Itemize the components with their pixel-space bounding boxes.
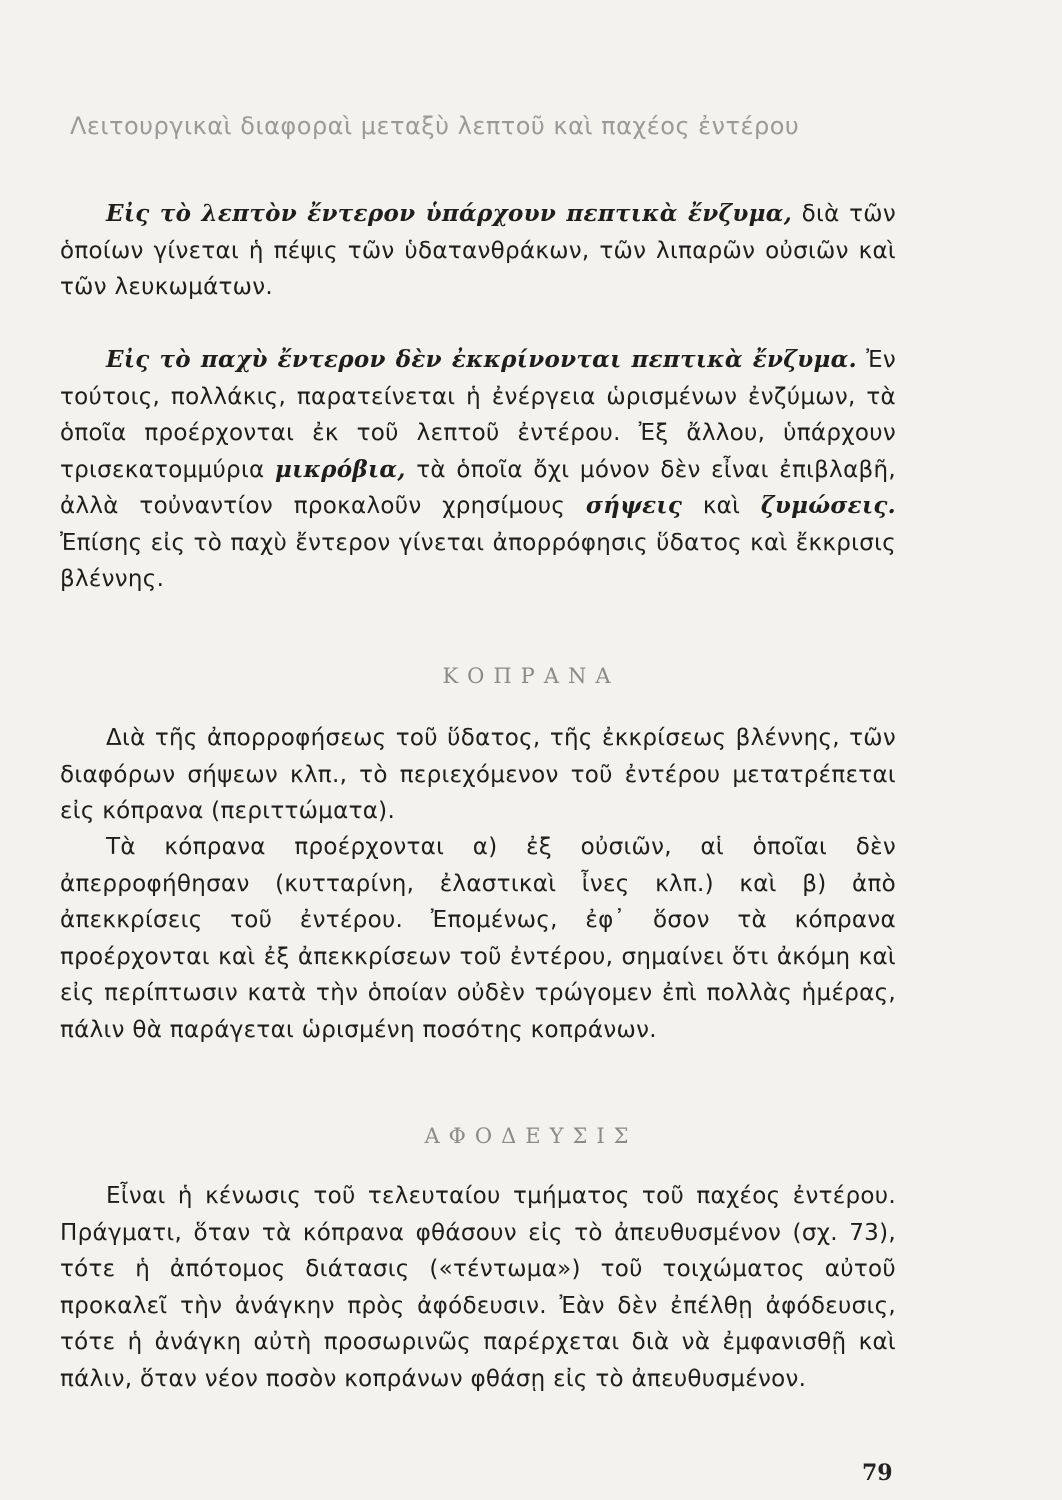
page-header: Λειτουργικαὶ διαφοραὶ μεταξὺ λεπτοῦ καὶ παχέος ἐντέρου <box>70 112 800 140</box>
paragraph-small-intestine <box>60 196 896 306</box>
bold-term-fermentation: ζυμώσεις. <box>760 492 896 519</box>
paragraph-feces-origin <box>60 829 896 1048</box>
page-number: 79 <box>862 1460 893 1486</box>
bold-term-putrefaction: σήψεις <box>585 492 683 519</box>
bold-phrase: Εἰς τὸ λεπτὸν ἔντερον ὑπάρχουν πεπτικὰ ἔνζυμα, <box>106 200 793 227</box>
paragraph-text: καὶ <box>682 493 761 519</box>
paragraph-text: Ἐπίσης εἰς τὸ παχὺ ἔντερον γίνεται ἀπορρόφησις ὕδατος καὶ ἔκκρισις βλέννης. <box>60 529 896 592</box>
paragraph-text: Ἐν τούτοις, πολλάκις, παρατείνεται ἡ ἐνέργεια ὡρισμένων ἐνζύμων, τὰ ὁποῖα προέρχονται ἐκ τοῦ λεπτοῦ ἐντέρου. Ἐξ ἄλλου, ὑπάρχουν τρισεκατομμύρια <box>60 347 896 483</box>
paragraph-large-intestine <box>60 342 896 598</box>
section-heading-feces: ΚΟΠΡΑΝΑ <box>442 664 620 688</box>
paragraph-feces-formation <box>60 720 896 830</box>
paragraph-text: διὰ τῶν ὁποίων γίνεται ἡ πέψις τῶν ὑδατανθράκων, τῶν λιπαρῶν οὐσιῶν καὶ τῶν λευκωμάτων. <box>60 201 897 300</box>
paragraph-text: Εἶναι ἡ κένωσις τοῦ τελευταίου τμήματος τοῦ παχέος ἐντέρου. Πράγματι, ὅταν τὰ κόπρανα φθάσουν εἰς τὸ ἀπευθυσμένον (σχ. 73), τότε ἡ ἀπότομος διάτασις («τέντωμα») τοῦ τοιχώματος αὐτοῦ προκαλεῖ τὴν ἀνάγκην πρὸς ἀφόδευσιν. Ἐὰν δὲν ἐπέλθῃ ἀφόδευσις, τότε ἡ ἀνάγκη αὐτὴ προσωρινῶς παρέρχεται διὰ νὰ ἐμφανισθῇ καὶ πάλιν, ὅταν νέον ποσὸν κοπράνων φθάσῃ εἰς τὸ ἀπευθυσμένον. <box>60 1183 896 1392</box>
paragraph-text: Διὰ τῆς ἀπορροφήσεως τοῦ ὕδατος, τῆς ἐκκρίσεως βλέννης, τῶν διαφόρων σήψεων κλπ., τὸ περιεχόμενον τοῦ ἐντέρου μετατρέπεται εἰς κόπρανα (περιττώματα). <box>60 725 896 824</box>
section-heading-defecation: ΑΦΟΔΕΥΣΙΣ <box>424 1124 638 1148</box>
paragraph-text: τὰ ὁποῖα ὄχι μόνον δὲν εἶναι ἐπιβλαβῆ, ἀλλὰ τοὐναντίον προκαλοῦν χρησίμους <box>60 456 896 519</box>
bold-phrase: Εἰς τὸ παχὺ ἔντερον δὲν ἐκκρίνονται πεπτικὰ ἔνζυμα. <box>106 346 857 373</box>
paragraph-text: Τὰ κόπρανα προέρχονται α) ἐξ οὐσιῶν, αἱ ὁποῖαι δὲν ἀπερροφήθησαν (κυτταρίνη, ἐλαστικαὶ ἶνες κλπ.) καὶ β) ἀπὸ ἀπεκκρίσεις τοῦ ἐντέρου. Ἐπομένως, ἐφ᾽ ὅσον τὰ κόπρανα προέρχονται καὶ ἐξ ἀπεκκρίσεων τοῦ ἐντέρου, σημαίνει ὅτι ἀκόμη καὶ εἰς περίπτωσιν κατὰ τὴν ὁποίαν οὐδὲν τρώγομεν ἐπὶ πολλὰς ἡμέρας, πάλιν θὰ παράγεται ὡρισμένη ποσότης κοπράνων. <box>60 834 896 1043</box>
paragraph-defecation <box>60 1178 896 1397</box>
bold-term-microbes: μικρόβια, <box>275 455 406 483</box>
